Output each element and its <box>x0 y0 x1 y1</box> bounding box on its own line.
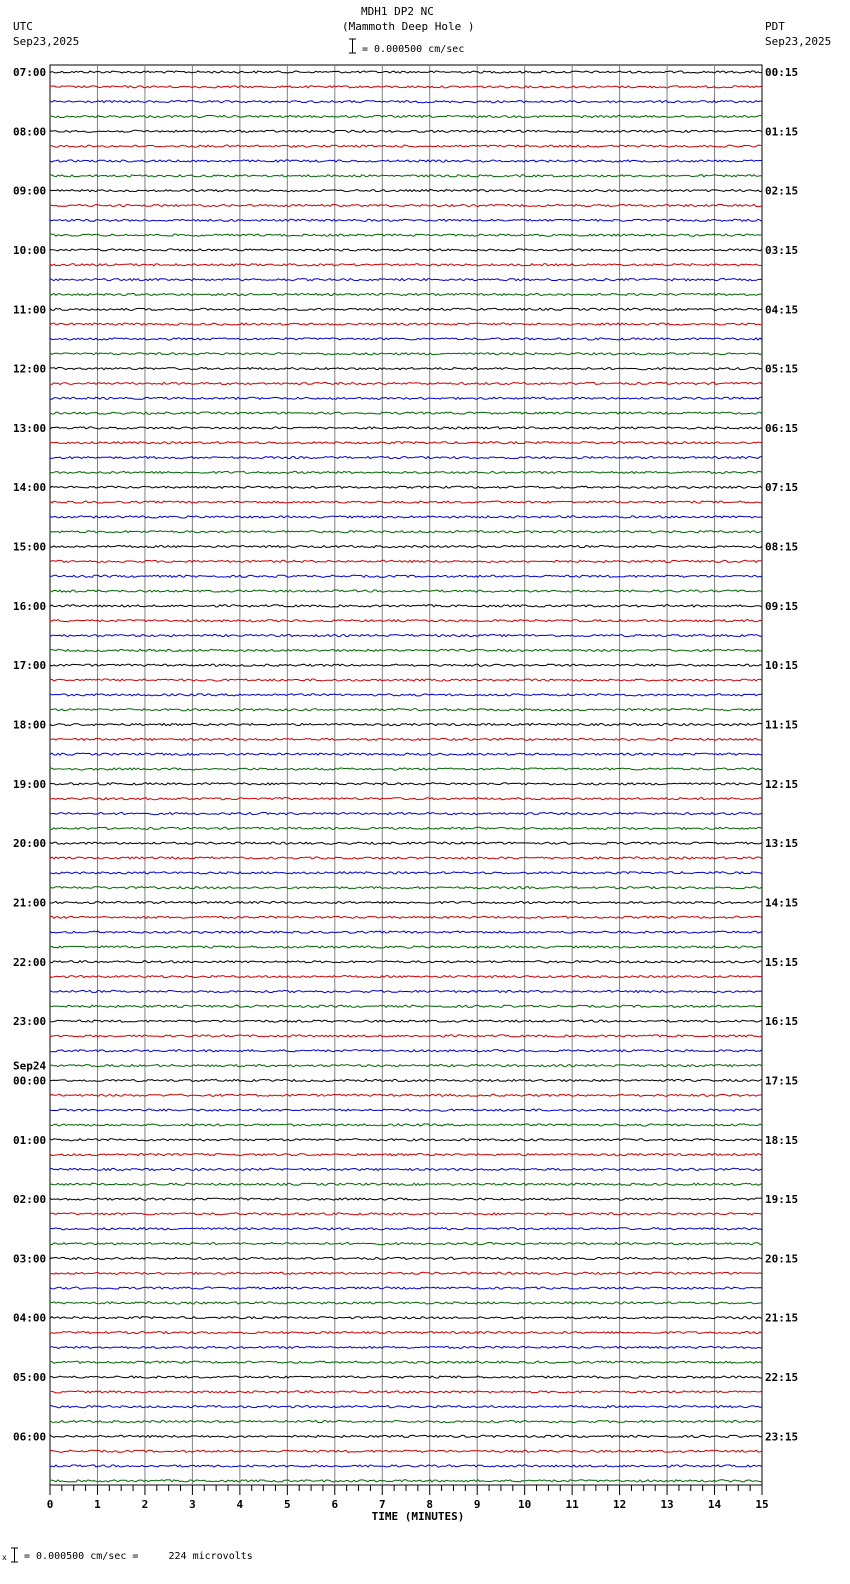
trace-row-62 <box>50 976 762 978</box>
trace-row-63 <box>50 990 762 992</box>
footer-scale-icon <box>0 1547 20 1563</box>
trace-row-23 <box>50 397 762 399</box>
trace-row-21 <box>50 368 762 370</box>
station-title: MDH1 DP2 NC <box>361 5 434 18</box>
trace-row-41 <box>50 664 762 666</box>
left-hour-label: 16:00 <box>13 599 47 613</box>
right-hour-label: 22:15 <box>765 1371 799 1385</box>
left-hour-label: 22:00 <box>13 955 47 969</box>
left-hour-label: 11:00 <box>13 303 47 317</box>
trace-row-75 <box>50 1168 762 1170</box>
right-hour-label: 02:15 <box>765 184 799 198</box>
right-hour-label: 03:15 <box>765 243 799 257</box>
right-hour-label: 11:15 <box>765 718 799 732</box>
trace-row-91 <box>50 1406 762 1408</box>
trace-row-2 <box>50 86 762 88</box>
trace-row-51 <box>50 812 762 814</box>
left-hour-label: 04:00 <box>13 1311 47 1325</box>
trace-row-95 <box>50 1465 762 1467</box>
trace-row-56 <box>50 887 762 889</box>
trace-row-52 <box>50 827 762 829</box>
trace-row-46 <box>50 738 762 740</box>
trace-row-81 <box>50 1257 762 1259</box>
trace-row-92 <box>50 1420 762 1422</box>
left-hour-label: 08:00 <box>13 125 47 139</box>
left-hour-label: 21:00 <box>13 896 47 910</box>
right-hour-label: 21:15 <box>765 1311 799 1325</box>
trace-row-30 <box>50 501 762 503</box>
left-hour-label: 02:00 <box>13 1193 47 1207</box>
trace-row-65 <box>50 1020 762 1022</box>
trace-row-88 <box>50 1361 762 1363</box>
left-hour-label: 03:00 <box>13 1252 47 1266</box>
right-hour-label: 01:15 <box>765 125 799 139</box>
trace-row-37 <box>50 605 762 607</box>
date-change-label: Sep24 <box>13 1059 47 1073</box>
trace-row-53 <box>50 842 762 844</box>
x-tick-label: 6 <box>331 1498 339 1511</box>
right-hour-label: 00:15 <box>765 66 799 79</box>
trace-row-15 <box>50 279 762 281</box>
right-hour-label: 12:15 <box>765 777 799 791</box>
left-hour-label: 07:00 <box>13 66 47 79</box>
x-tick-label: 5 <box>284 1498 291 1511</box>
trace-row-47 <box>50 753 762 755</box>
left-date: Sep23,2025 <box>13 35 80 48</box>
trace-row-31 <box>50 516 762 518</box>
left-hour-label: 17:00 <box>13 659 47 673</box>
x-tick-label: 4 <box>236 1498 244 1511</box>
trace-row-54 <box>50 857 762 859</box>
left-timezone: UTC <box>13 20 33 33</box>
trace-row-57 <box>50 901 762 903</box>
trace-row-45 <box>50 723 762 725</box>
trace-row-35 <box>50 575 762 577</box>
trace-row-59 <box>50 931 762 933</box>
trace-row-14 <box>50 264 762 266</box>
trace-row-6 <box>50 145 762 147</box>
trace-row-58 <box>50 916 762 918</box>
right-hour-label: 16:15 <box>765 1015 799 1029</box>
trace-row-82 <box>50 1272 762 1274</box>
trace-row-26 <box>50 442 762 444</box>
trace-row-11 <box>50 219 762 221</box>
x-tick-label: 7 <box>378 1498 386 1511</box>
footer-scale-text: = 0.000500 cm/sec = 224 microvolts <box>24 1551 253 1562</box>
left-hour-label: 09:00 <box>13 184 47 198</box>
left-hour-label: 05:00 <box>13 1371 47 1385</box>
trace-row-3 <box>50 101 762 103</box>
right-hour-label: 17:15 <box>765 1074 799 1088</box>
x-tick-label: 9 <box>473 1498 481 1511</box>
trace-row-77 <box>50 1198 762 1200</box>
right-hour-label: 08:15 <box>765 540 799 554</box>
trace-row-20 <box>50 353 762 355</box>
svg-text:x: x <box>2 1553 7 1562</box>
trace-row-73 <box>50 1139 762 1141</box>
left-hour-label: 20:00 <box>13 837 47 851</box>
x-axis-label: TIME (MINUTES) <box>371 1510 465 1523</box>
trace-row-43 <box>50 694 762 696</box>
trace-row-27 <box>50 457 762 459</box>
right-hour-label: 04:15 <box>765 303 799 317</box>
trace-row-13 <box>50 249 762 251</box>
trace-row-72 <box>50 1124 762 1126</box>
left-hour-label: 14:00 <box>13 481 47 495</box>
trace-row-94 <box>50 1450 762 1452</box>
trace-row-90 <box>50 1391 762 1393</box>
trace-row-22 <box>50 382 762 384</box>
trace-row-50 <box>50 798 762 800</box>
left-hour-label: 10:00 <box>13 243 47 257</box>
trace-row-85 <box>50 1317 762 1319</box>
x-tick-label: 1 <box>94 1498 101 1511</box>
trace-row-28 <box>50 471 762 473</box>
trace-row-49 <box>50 783 762 785</box>
trace-row-19 <box>50 338 762 340</box>
trace-row-5 <box>50 130 762 132</box>
trace-row-96 <box>50 1480 762 1482</box>
trace-row-70 <box>50 1094 762 1096</box>
trace-row-1 <box>50 71 762 73</box>
left-hour-label: 19:00 <box>13 777 47 791</box>
trace-row-10 <box>50 204 762 206</box>
x-tick-label: 8 <box>426 1498 434 1511</box>
trace-row-33 <box>50 546 762 548</box>
right-hour-label: 15:15 <box>765 955 799 969</box>
trace-row-76 <box>50 1183 762 1185</box>
right-hour-label: 20:15 <box>765 1252 799 1266</box>
x-tick-label: 11 <box>565 1498 579 1511</box>
trace-row-24 <box>50 412 762 414</box>
trace-row-84 <box>50 1302 762 1304</box>
right-hour-label: 05:15 <box>765 362 799 376</box>
trace-row-29 <box>50 486 762 488</box>
left-hour-label: 18:00 <box>13 718 47 732</box>
trace-row-25 <box>50 427 762 429</box>
trace-row-71 <box>50 1109 762 1111</box>
trace-row-36 <box>50 590 762 592</box>
trace-row-89 <box>50 1376 762 1378</box>
x-tick-label: 12 <box>612 1498 627 1511</box>
x-tick-label: 3 <box>189 1498 196 1511</box>
right-hour-label: 06:15 <box>765 421 799 435</box>
trace-row-87 <box>50 1346 762 1348</box>
trace-row-67 <box>50 1050 762 1052</box>
trace-row-86 <box>50 1332 762 1334</box>
x-tick-label: 13 <box>660 1498 674 1511</box>
x-tick-label: 10 <box>518 1498 532 1511</box>
right-hour-label: 13:15 <box>765 837 799 851</box>
trace-row-66 <box>50 1035 762 1037</box>
right-hour-label: 14:15 <box>765 896 799 910</box>
left-hour-label: 23:00 <box>13 1015 47 1029</box>
trace-row-83 <box>50 1287 762 1289</box>
trace-row-48 <box>50 768 762 770</box>
right-hour-label: 10:15 <box>765 659 799 673</box>
trace-row-93 <box>50 1435 762 1437</box>
trace-row-32 <box>50 531 762 533</box>
left-hour-label: 00:00 <box>13 1074 47 1088</box>
trace-row-60 <box>50 946 762 948</box>
left-hour-label: 01:00 <box>13 1133 47 1147</box>
trace-row-18 <box>50 323 762 325</box>
scale-label: = 0.000500 cm/sec <box>362 44 465 55</box>
trace-row-40 <box>50 649 762 651</box>
location-title: (Mammoth Deep Hole ) <box>342 20 475 33</box>
trace-row-12 <box>50 234 762 236</box>
left-hour-label: 12:00 <box>13 362 47 376</box>
right-date: Sep23,2025 <box>765 35 832 48</box>
right-hour-label: 09:15 <box>765 599 799 613</box>
right-hour-label: 19:15 <box>765 1193 799 1207</box>
trace-row-42 <box>50 679 762 681</box>
trace-row-64 <box>50 1005 762 1007</box>
trace-row-74 <box>50 1154 762 1156</box>
trace-row-69 <box>50 1079 762 1081</box>
trace-row-61 <box>50 961 762 963</box>
trace-row-79 <box>50 1228 762 1230</box>
right-timezone: PDT <box>765 20 785 33</box>
x-tick-label: 0 <box>46 1498 54 1511</box>
trace-row-55 <box>50 872 762 874</box>
x-tick-label: 15 <box>755 1498 769 1511</box>
trace-row-68 <box>50 1065 762 1067</box>
right-hour-label: 07:15 <box>765 481 799 495</box>
trace-row-4 <box>50 115 762 117</box>
trace-row-80 <box>50 1243 762 1245</box>
left-hour-label: 15:00 <box>13 540 47 554</box>
trace-row-34 <box>50 560 762 562</box>
x-tick-label: 2 <box>141 1498 149 1511</box>
trace-row-38 <box>50 620 762 622</box>
trace-row-8 <box>50 175 762 177</box>
trace-row-39 <box>50 634 762 636</box>
right-hour-label: 18:15 <box>765 1133 799 1147</box>
trace-row-78 <box>50 1213 762 1215</box>
trace-row-44 <box>50 709 762 711</box>
right-hour-label: 23:15 <box>765 1430 799 1444</box>
left-hour-label: 13:00 <box>13 421 47 435</box>
trace-row-7 <box>50 160 762 162</box>
x-tick-label: 14 <box>707 1498 722 1511</box>
trace-row-9 <box>50 190 762 192</box>
trace-row-16 <box>50 293 762 295</box>
left-hour-label: 06:00 <box>13 1430 47 1444</box>
trace-row-17 <box>50 308 762 310</box>
